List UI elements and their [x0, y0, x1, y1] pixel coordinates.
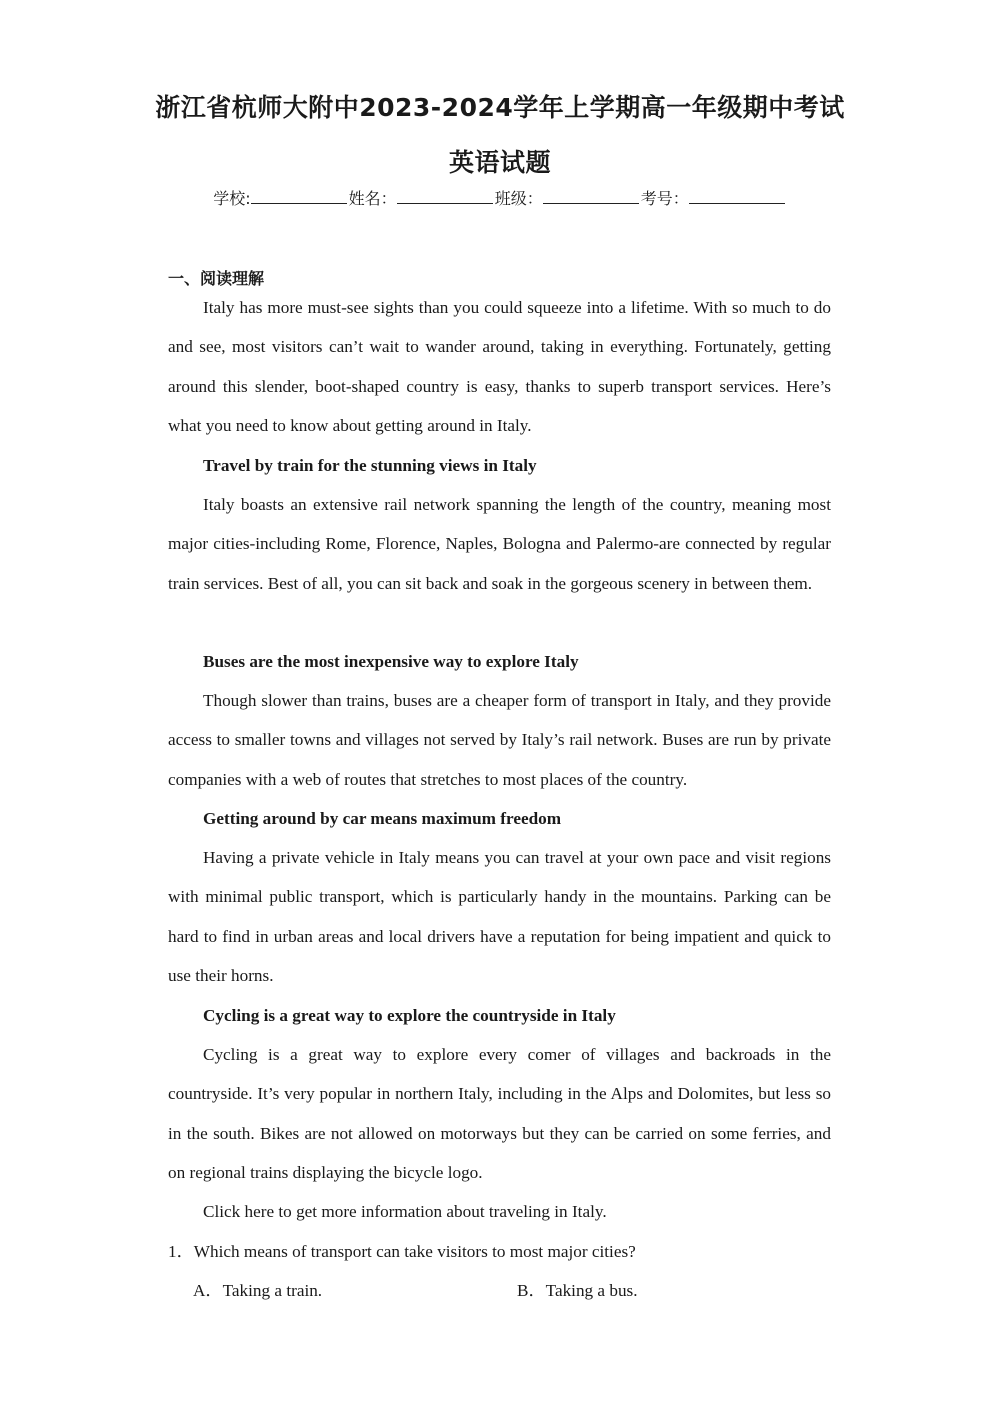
subheading-cycling: Cycling is a great way to explore the countryside in Italy: [203, 1006, 616, 1025]
exam-number-label: 考号：: [640, 189, 689, 208]
subheading-train: Travel by train for the stunning views in Italy: [203, 456, 537, 475]
option-b: [517, 1271, 638, 1310]
name-blank: [397, 189, 493, 204]
school-blank: [251, 189, 347, 204]
exam-subtitle: 英语试题: [448, 148, 551, 177]
option-text: Taking a train.: [222, 1281, 323, 1300]
school-field: [213, 186, 348, 209]
option-a: [193, 1271, 322, 1310]
option-letter: B．: [517, 1281, 546, 1300]
paragraph-bus: Though slower than trains, buses are a cheaper form of transport in Italy, and they provide access to smaller towns and villages not served by Italy’s rail network. Buses are run by private companies with a web of routes that stretches to most places of the country.: [168, 691, 831, 789]
question-1: [168, 1232, 636, 1271]
passage-intro: Italy has more must-see sights than you could squeeze into a lifetime. With so much to do and see, most visitors can’t wait to wander around, taking in everything. Fortunately, getting around this slender, boot-shaped country is easy, thanks to superb transport services. Here’s what you need to know about getting around in Italy.: [168, 298, 831, 435]
option-text: Taking a bus.: [545, 1281, 638, 1300]
class-field: [495, 186, 641, 209]
class-blank: [543, 189, 639, 204]
name-field: [349, 186, 495, 209]
question-text: Which means of transport can take visitors to most major cities?: [193, 1242, 636, 1261]
paragraph-train: Italy boasts an extensive rail network spanning the length of the country, meaning most major cities-including Rome, Florence, Naples, Bologna and Palermo-are connected by regular train services. Best of all, you can sit back and soak in the gorgeous scenery in between them.: [168, 495, 831, 593]
subheading-car: Getting around by car means maximum freedom: [203, 809, 562, 828]
question-number: 1．: [168, 1242, 194, 1261]
exam-title: 浙江省杭师大附中2023-2024学年上学期高一年级期中考试: [155, 93, 845, 122]
exam-number-field: [641, 186, 787, 209]
paragraph-car: Having a private vehicle in Italy means you can travel at your own pace and visit regions with minimal public transport, which is particularly handy in the mountains. Parking can be hard to find in urban areas and local drivers have a reputation for being impatient and quick to use their horns.: [168, 848, 831, 985]
paragraph-cycling: Cycling is a great way to explore every comer of villages and backroads in the countryside. It’s very popular in northern Italy, including in the Alps and Dolomites, but less so in the south. Bikes are not allowed on motorways but they can be carried on some ferries, and on regional trains displaying the bicycle logo.: [168, 1045, 831, 1182]
option-letter: A．: [193, 1281, 223, 1300]
school-label: 学校:: [213, 189, 251, 208]
student-info-row: [0, 186, 1000, 209]
exam-number-blank: [689, 189, 785, 204]
name-label: 姓名：: [348, 189, 397, 208]
subheading-bus: Buses are the most inexpensive way to explore Italy: [203, 652, 579, 671]
closing-link-text: Click here to get more information about traveling in Italy.: [203, 1202, 607, 1221]
class-label: 班级：: [494, 189, 543, 208]
section-heading: 一、阅读理解: [168, 269, 265, 288]
